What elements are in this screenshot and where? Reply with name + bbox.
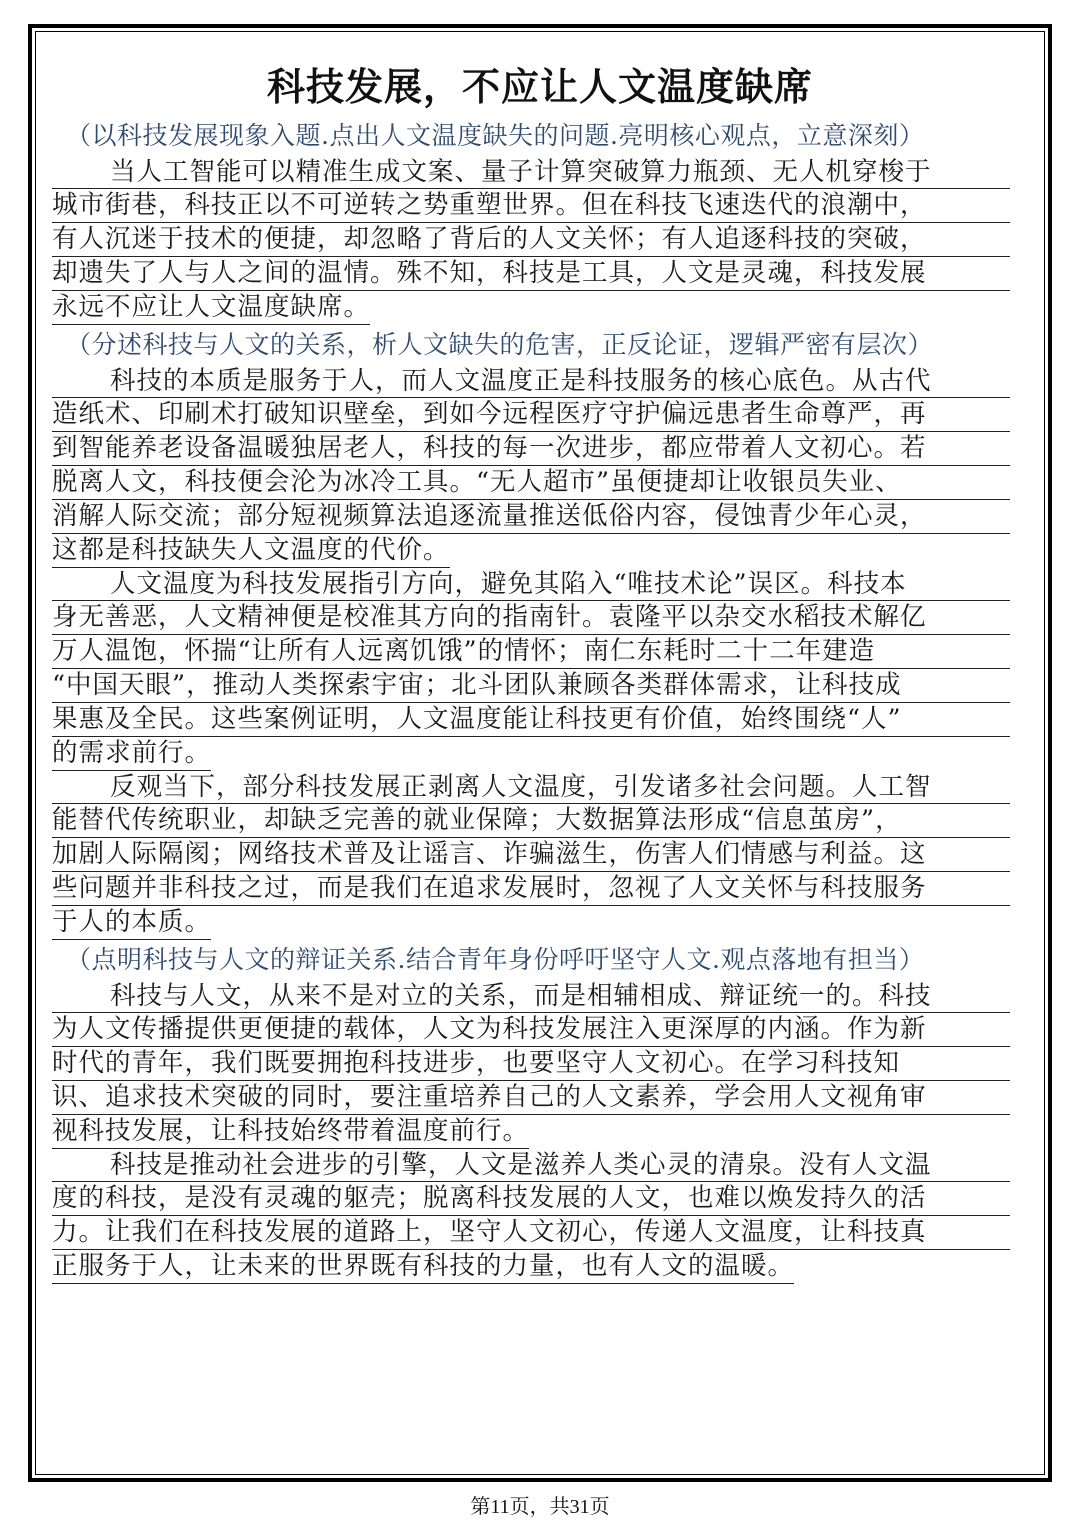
paragraph-line: 反观当下，部分科技发展正剥离人文温度，引发诸多社会问题。人工智 [52,771,1010,804]
paragraph-line: 城市街巷，科技正以不可逆转之势重塑世界。但在科技飞速迭代的浪潮中， [52,189,1010,223]
paragraph-line: 万人温饱，怀揣“让所有人远离饥饿”的情怀；南仁东耗时二十二年建造 [52,635,1010,669]
paragraph-line: 果惠及全民。这些案例证明，人文温度能让科技更有价值，始终围绕“人” [52,703,1010,737]
paragraph-4 [52,771,1010,940]
paragraph-line: 些问题并非科技之过，而是我们在追求发展时，忽视了人文关怀与科技服务 [52,872,1010,906]
paragraph-line: 科技的本质是服务于人，而人文温度正是科技服务的核心底色。从古代 [52,365,1010,398]
essay-title: 科技发展，不应让人文温度缺席 [266,65,813,109]
paragraph-5 [52,980,1010,1149]
paragraph-line: 人文温度为科技发展指引方向，避免其陷入“唯技术论”误区。科技本 [52,568,1010,601]
paragraph-6 [52,1149,1010,1284]
annotation-intro: （以科技发展现象入题.点出人文温度缺失的问题.亮明核心观点，立意深刻） [66,121,925,150]
paragraph-1 [52,156,1010,325]
paragraph-line: 科技是推动社会进步的引擎，人文是滋养人类心灵的清泉。没有人文温 [52,1149,1010,1182]
paragraph-line: 科技与人文，从来不是对立的关系，而是相辅相成、辩证统一的。科技 [52,980,1010,1013]
paragraph-line: 力。让我们在科技发展的道路上，坚守人文初心，传递人文温度，让科技真 [52,1216,1010,1250]
paragraph-line: 时代的青年，我们既要拥抱科技进步，也要坚守人文初心。在学习科技知 [52,1047,1010,1081]
paragraph-line: 视科技发展，让科技始终带着温度前行。 [52,1115,529,1149]
annotation-body: （分述科技与人文的关系，析人文缺失的危害，正反论证，逻辑严密有层次） [66,330,934,359]
paragraph-line: 加剧人际隔阂；网络技术普及让谣言、诈骗滋生，伤害人们情感与利益。这 [52,838,1010,872]
paragraph-line: 却遗失了人与人之间的温情。殊不知，科技是工具，人文是灵魂，科技发展 [52,257,1010,291]
paragraph-line: 于人的本质。 [52,906,211,940]
annotation-conclusion: （点明科技与人文的辩证关系.结合青年身份呼吁坚守人文.观点落地有担当） [66,945,925,974]
paragraph-line: 这都是科技缺失人文温度的代价。 [52,534,450,568]
paragraph-line: 到智能养老设备温暖独居老人，科技的每一次进步，都应带着人文初心。若 [52,432,1010,466]
paragraph-line: 身无善恶，人文精神便是校准其方向的指南针。袁隆平以杂交水稻技术解亿 [52,601,1010,635]
paragraph-line: 永远不应让人文温度缺席。 [52,291,370,325]
paragraph-line: 的需求前行。 [52,737,211,771]
paragraph-2 [52,365,1010,568]
paragraph-line: “中国天眼”，推动人类探索宇宙；北斗团队兼顾各类群体需求，让科技成 [52,669,1010,703]
paragraph-line: 正服务于人，让未来的世界既有科技的力量，也有人文的温暖。 [52,1250,794,1284]
paragraph-line: 度的科技，是没有灵魂的躯壳；脱离科技发展的人文，也难以焕发持久的活 [52,1182,1010,1216]
paragraph-line: 当人工智能可以精准生成文案、量子计算突破算力瓶颈、无人机穿梭于 [52,156,1010,189]
paragraph-line: 识、追求技术突破的同时，要注重培养自己的人文素养，学会用人文视角审 [52,1081,1010,1115]
essay-body [52,116,1010,1284]
page-number: 第11页，共31页 [470,1496,610,1518]
paragraph-line: 消解人际交流；部分短视频算法追逐流量推送低俗内容，侵蚀青少年心灵， [52,500,1010,534]
paragraph-line: 造纸术、印刷术打破知识壁垒，到如今远程医疗守护偏远患者生命尊严，再 [52,398,1010,432]
paragraph-line: 有人沉迷于技术的便捷，却忽略了背后的人文关怀；有人追逐科技的突破， [52,223,1010,257]
paragraph-line: 能替代传统职业，却缺乏完善的就业保障；大数据算法形成“信息茧房”， [52,804,1010,838]
paragraph-3 [52,568,1010,771]
paragraph-line: 为人文传播提供更便捷的载体，人文为科技发展注入更深厚的内涵。作为新 [52,1013,1010,1047]
paragraph-line: 脱离人文，科技便会沦为冰冷工具。“无人超市”虽便捷却让收银员失业、 [52,466,1010,500]
